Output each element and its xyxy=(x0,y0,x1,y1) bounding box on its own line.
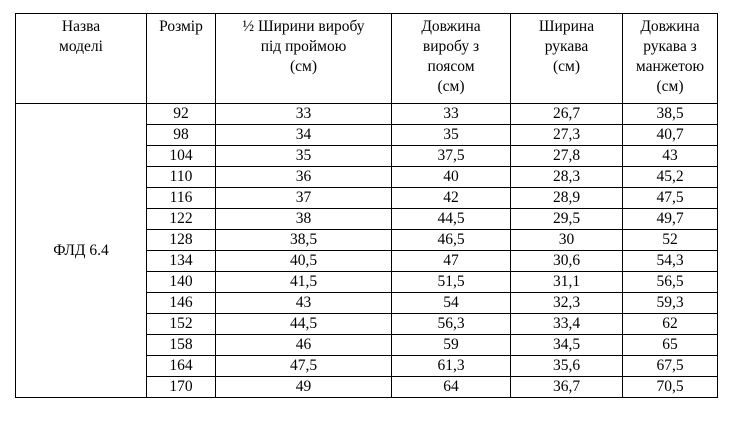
header-model-name: Назва моделі xyxy=(16,14,147,104)
half-width-cell: 44,5 xyxy=(216,314,392,335)
sleeve-width-cell: 34,5 xyxy=(511,335,623,356)
header-sleeve-length: Довжина рукава з манжетою (см) xyxy=(623,14,718,104)
length-cell: 42 xyxy=(392,188,511,209)
half-width-cell: 49 xyxy=(216,377,392,398)
sleeve-width-cell: 26,7 xyxy=(511,104,623,125)
half-width-cell: 47,5 xyxy=(216,356,392,377)
sleeve-width-cell: 31,1 xyxy=(511,272,623,293)
sleeve-length-cell: 70,5 xyxy=(623,377,718,398)
table-body xyxy=(16,104,718,398)
sleeve-length-cell: 40,7 xyxy=(623,125,718,146)
sleeve-length-cell: 52 xyxy=(623,230,718,251)
sleeve-width-cell: 30,6 xyxy=(511,251,623,272)
half-width-cell: 38,5 xyxy=(216,230,392,251)
header-half-width: ½ Ширини виробу під проймою (см) xyxy=(216,14,392,104)
size-cell: 152 xyxy=(147,314,216,335)
model-name-cell: ФЛД 6.4 xyxy=(16,104,147,398)
half-width-cell: 37 xyxy=(216,188,392,209)
length-cell: 37,5 xyxy=(392,146,511,167)
length-cell: 47 xyxy=(392,251,511,272)
sleeve-length-cell: 62 xyxy=(623,314,718,335)
length-cell: 40 xyxy=(392,167,511,188)
length-cell: 54 xyxy=(392,293,511,314)
size-cell: 146 xyxy=(147,293,216,314)
sleeve-length-cell: 47,5 xyxy=(623,188,718,209)
sleeve-width-cell: 33,4 xyxy=(511,314,623,335)
length-cell: 51,5 xyxy=(392,272,511,293)
length-cell: 59 xyxy=(392,335,511,356)
length-cell: 44,5 xyxy=(392,209,511,230)
half-width-cell: 36 xyxy=(216,167,392,188)
size-cell: 134 xyxy=(147,251,216,272)
size-cell: 98 xyxy=(147,125,216,146)
half-width-cell: 34 xyxy=(216,125,392,146)
length-cell: 64 xyxy=(392,377,511,398)
half-width-cell: 38 xyxy=(216,209,392,230)
sleeve-width-cell: 27,8 xyxy=(511,146,623,167)
size-cell: 158 xyxy=(147,335,216,356)
sleeve-length-cell: 43 xyxy=(623,146,718,167)
size-cell: 164 xyxy=(147,356,216,377)
sleeve-length-cell: 45,2 xyxy=(623,167,718,188)
size-cell: 110 xyxy=(147,167,216,188)
half-width-cell: 33 xyxy=(216,104,392,125)
size-table xyxy=(15,13,718,398)
table-row xyxy=(16,104,718,125)
length-cell: 35 xyxy=(392,125,511,146)
size-cell: 122 xyxy=(147,209,216,230)
half-width-cell: 35 xyxy=(216,146,392,167)
sleeve-length-cell: 54,3 xyxy=(623,251,718,272)
size-cell: 140 xyxy=(147,272,216,293)
header-row xyxy=(16,14,718,104)
length-cell: 61,3 xyxy=(392,356,511,377)
sleeve-width-cell: 27,3 xyxy=(511,125,623,146)
sleeve-width-cell: 29,5 xyxy=(511,209,623,230)
length-cell: 56,3 xyxy=(392,314,511,335)
sleeve-width-cell: 28,9 xyxy=(511,188,623,209)
sleeve-length-cell: 67,5 xyxy=(623,356,718,377)
sleeve-length-cell: 38,5 xyxy=(623,104,718,125)
header-sleeve-width: Ширина рукава (см) xyxy=(511,14,623,104)
sleeve-length-cell: 56,5 xyxy=(623,272,718,293)
sleeve-width-cell: 35,6 xyxy=(511,356,623,377)
sleeve-length-cell: 49,7 xyxy=(623,209,718,230)
sleeve-length-cell: 59,3 xyxy=(623,293,718,314)
sleeve-width-cell: 32,3 xyxy=(511,293,623,314)
sleeve-width-cell: 30 xyxy=(511,230,623,251)
length-cell: 46,5 xyxy=(392,230,511,251)
half-width-cell: 46 xyxy=(216,335,392,356)
half-width-cell: 41,5 xyxy=(216,272,392,293)
length-cell: 33 xyxy=(392,104,511,125)
sleeve-length-cell: 65 xyxy=(623,335,718,356)
size-cell: 116 xyxy=(147,188,216,209)
size-cell: 128 xyxy=(147,230,216,251)
size-cell: 92 xyxy=(147,104,216,125)
sleeve-width-cell: 36,7 xyxy=(511,377,623,398)
sleeve-width-cell: 28,3 xyxy=(511,167,623,188)
size-cell: 170 xyxy=(147,377,216,398)
header-length: Довжина виробу з поясом (см) xyxy=(392,14,511,104)
half-width-cell: 40,5 xyxy=(216,251,392,272)
half-width-cell: 43 xyxy=(216,293,392,314)
size-cell: 104 xyxy=(147,146,216,167)
header-size: Розмір xyxy=(147,14,216,104)
